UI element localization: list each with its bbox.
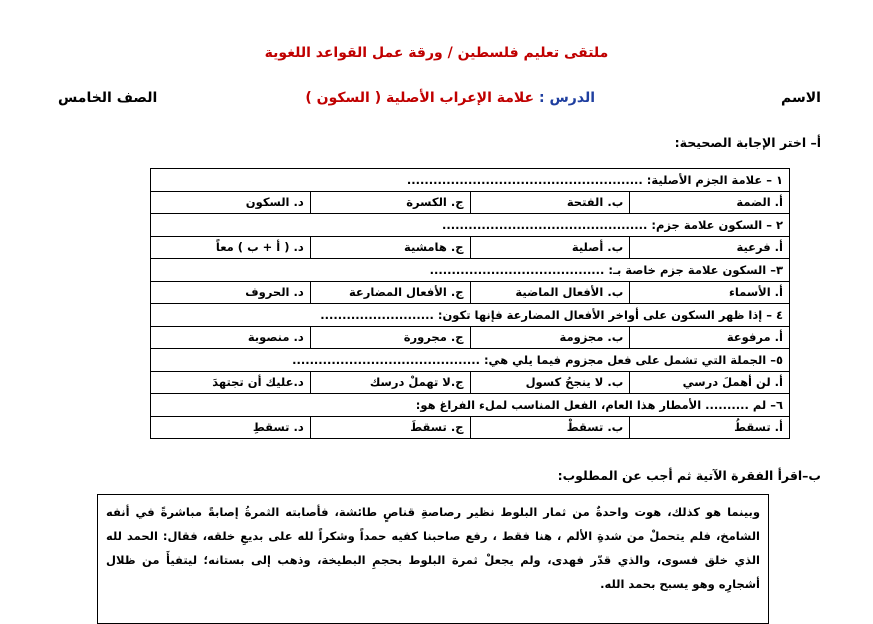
question-row bbox=[151, 394, 790, 417]
options-row bbox=[151, 371, 790, 394]
option-c[interactable]: ج. هامشية bbox=[310, 236, 470, 259]
info-row bbox=[0, 90, 873, 112]
question-stem: ٢ – السكون علامة جزم: ............................................... bbox=[151, 214, 790, 237]
option-a[interactable]: أ. لن أهملَ درسي bbox=[630, 371, 790, 394]
question-stem: ٦– لم .......... الأمطار هذا العام، الفعل المناسب لملء الفراغ هو: bbox=[151, 394, 790, 417]
option-c[interactable]: ج. الكسرة bbox=[310, 191, 470, 214]
options-row bbox=[151, 236, 790, 259]
option-d[interactable]: د.عليك أن تجتهدَ bbox=[151, 371, 311, 394]
option-c[interactable]: ج. الأفعال المضارعة bbox=[310, 281, 470, 304]
question-row bbox=[151, 304, 790, 327]
option-b[interactable]: ب. أصلية bbox=[470, 236, 630, 259]
option-d[interactable]: د. الحروف bbox=[151, 281, 311, 304]
question-row bbox=[151, 169, 790, 192]
options-row bbox=[151, 281, 790, 304]
option-a[interactable]: أ. تسقطُ bbox=[630, 416, 790, 439]
student-name-label: الاسم bbox=[781, 90, 821, 106]
lesson-label: الدرس : bbox=[539, 90, 595, 106]
option-b[interactable]: ب. لا ينجحُ كسول bbox=[470, 371, 630, 394]
option-b[interactable]: ب. الأفعال الماضية bbox=[470, 281, 630, 304]
option-a[interactable]: أ. فرعية bbox=[630, 236, 790, 259]
options-row bbox=[151, 191, 790, 214]
option-b[interactable]: ب. الفتحة bbox=[470, 191, 630, 214]
question-stem: ١ – علامة الجزم الأصلية: ...................................................... bbox=[151, 169, 790, 192]
reading-passage: وبينما هو كذلك، هوت واحدةٌ من ثمار البلوط نظير رصاصةِ قناصٍ طائشة، فأصابته الثمرةُ إصابةً مباشرةً في أنفه الشامخ، فلم يتحملْ من شدةِ الألم ، هنا فقط ، رفع صاحبنا كفيه حمداً وشكراً لله على بديعِ خلقه، فقال: الحمد لله الذي خلق فسوى، والذي قدّر فهدى، ولم يجعلْ ثمرة البلوط بحجمِ البطيخة، وذهب إلى بستانه؛ ليتفيأَ من ظلال أشجارِه وهو يسبح بحمد الله. bbox=[97, 494, 769, 624]
options-row bbox=[151, 416, 790, 439]
options-row bbox=[151, 326, 790, 349]
option-b[interactable]: ب. تسقطْ bbox=[470, 416, 630, 439]
option-a[interactable]: أ. الأسماء bbox=[630, 281, 790, 304]
section-b-heading: ب–اقرأ الفقرة الآتية ثم أجب عن المطلوب: bbox=[557, 468, 821, 483]
lesson-line bbox=[305, 90, 595, 106]
lesson-topic: علامة الإعراب الأصلية ( السكون ) bbox=[305, 90, 535, 106]
option-d[interactable]: د. منصوبة bbox=[151, 326, 311, 349]
option-d[interactable]: د. تسقطِ bbox=[151, 416, 311, 439]
section-a-heading: أ– اختر الإجابة الصحيحة: bbox=[674, 135, 821, 150]
option-c[interactable]: ج. تسقطَ bbox=[310, 416, 470, 439]
question-row bbox=[151, 259, 790, 282]
worksheet-title: ملتقى تعليم فلسطين / ورقة عمل القواعد اللغوية bbox=[264, 45, 609, 61]
option-c[interactable]: ج. مجرورة bbox=[310, 326, 470, 349]
option-a[interactable]: أ. الضمة bbox=[630, 191, 790, 214]
option-b[interactable]: ب. مجزومة bbox=[470, 326, 630, 349]
questions-table bbox=[150, 168, 790, 439]
option-c[interactable]: ج.لا تهملْ درسك bbox=[310, 371, 470, 394]
option-a[interactable]: أ. مرفوعة bbox=[630, 326, 790, 349]
question-row bbox=[151, 349, 790, 372]
option-d[interactable]: د. ( أ + ب ) معاً bbox=[151, 236, 311, 259]
option-d[interactable]: د. السكون bbox=[151, 191, 311, 214]
question-stem: ٥– الجملة التي تشمل على فعل مجزوم فيما يلي هي: ........................................... bbox=[151, 349, 790, 372]
question-stem: ٣– السكون علامة جزم خاصة بـ: ........................................ bbox=[151, 259, 790, 282]
question-row bbox=[151, 214, 790, 237]
grade-label: الصف الخامس bbox=[58, 90, 158, 106]
question-stem: ٤ – إذا ظهر السكون على أواخر الأفعال المضارعة فإنها تكون: .......................... bbox=[151, 304, 790, 327]
